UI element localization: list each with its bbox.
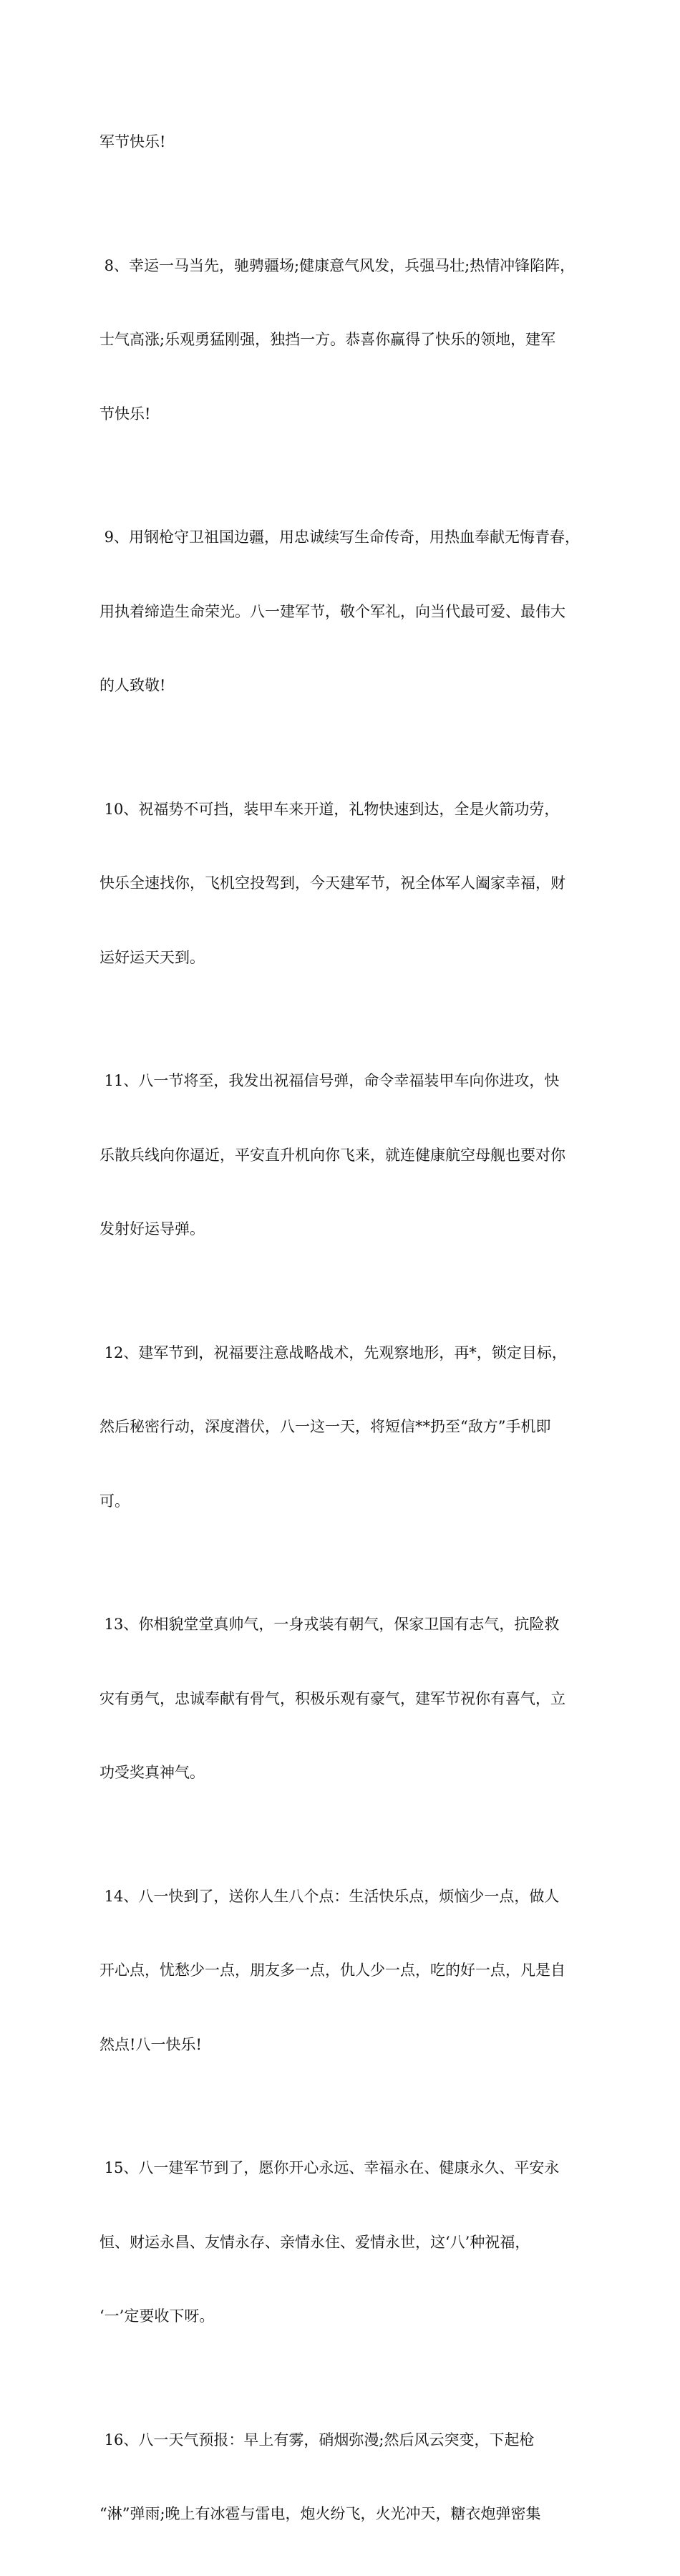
text-line: 发射好运导弹。 xyxy=(99,1220,205,1238)
text-line: 乐散兵线向你逼近，平安直升机向你飞来，就连健康航空母舰也要对你 xyxy=(99,1146,565,1164)
text-line: 快乐全速找你，飞机空投驾到，今天建军节，祝全体军人阖家幸福，财 xyxy=(99,874,565,892)
text-line: 的人致敬! xyxy=(99,677,166,694)
text-line: 10、祝福势不可挡，装甲车来开道，礼物快速到达，全是火箭功劳， xyxy=(99,800,560,818)
paragraph-greeting-16 xyxy=(99,2378,583,2576)
paragraph-greeting-9 xyxy=(99,476,583,748)
text-line: 运好运天天到。 xyxy=(99,948,205,966)
text-line: “淋”弹雨;晚上有冰雹与雷电，炮火纷飞，火光冲天，糖衣炮弹密集 xyxy=(99,2505,541,2522)
text-line: 9、用钢枪守卫祖国边疆，用忠诚续写生命传奇，用热血奉献无悔青春， xyxy=(99,529,581,546)
text-line: 用执着缔造生命荣光。八一建军节，敬个军礼，向当代最可爱、最伟大 xyxy=(99,602,565,620)
text-line: 13、你相貌堂堂真帅气，一身戎装有朝气，保家卫国有志气，抗险救 xyxy=(99,1616,560,1633)
text-line: 节快乐! xyxy=(99,405,151,423)
text-line: 16、八一天气预报：早上有雾，硝烟弥漫;然后风云突变，下起枪 xyxy=(99,2431,535,2449)
paragraph-greeting-15 xyxy=(99,2106,583,2378)
text-line: 军节快乐! xyxy=(99,133,166,150)
text-line: 可。 xyxy=(99,1492,130,1510)
text-line: 士气高涨;乐观勇猛刚强，独挡一方。恭喜你赢得了快乐的领地，建军 xyxy=(99,331,556,348)
paragraph-greeting-11 xyxy=(99,1019,583,1291)
text-line: 灾有勇气，忠诚奉献有骨气，积极乐观有豪气，建军节祝你有喜气，立 xyxy=(99,1689,565,1707)
text-line: 然后秘密行动，深度潜伏，八一这一天，将短信**扔至“敌方”手机即 xyxy=(99,1418,551,1435)
paragraph-greeting-10 xyxy=(99,748,583,1020)
text-line: 15、八一建军节到了，愿你开心永远、幸福永在、健康永久、平安永 xyxy=(99,2159,560,2176)
text-line: 恒、财运永昌、友情永存、亲情永住、爱情永世，这‘八’种祝福， xyxy=(99,2233,530,2251)
paragraph-fragment xyxy=(99,80,583,204)
text-line: ‘一’定要收下呀。 xyxy=(99,2307,215,2325)
document-body xyxy=(99,80,583,2576)
text-line: 8、幸运一马当先，驰骋疆场;健康意气风发，兵强马壮;热情冲锋陷阵， xyxy=(99,256,575,274)
paragraph-greeting-14 xyxy=(99,1835,583,2107)
text-line: 开心点，忧愁少一点，朋友多一点，仇人少一点，吃的好一点，凡是自 xyxy=(99,1962,565,1979)
text-line: 功受奖真神气。 xyxy=(99,1764,205,1781)
text-line: 11、八一节将至，我发出祝福信号弹，命令幸福装甲车向你进攻，快 xyxy=(99,1072,560,1089)
paragraph-greeting-12 xyxy=(99,1291,583,1563)
paragraph-greeting-8 xyxy=(99,204,583,476)
text-line: 12、建军节到，祝福要注意战略战术，先观察地形，再*，锁定目标， xyxy=(99,1344,567,1361)
paragraph-greeting-13 xyxy=(99,1563,583,1835)
text-line: 14、八一快到了，送你人生八个点：生活快乐点，烦恼少一点，做人 xyxy=(99,1887,560,1905)
text-line: 然点!八一快乐! xyxy=(99,2035,202,2053)
